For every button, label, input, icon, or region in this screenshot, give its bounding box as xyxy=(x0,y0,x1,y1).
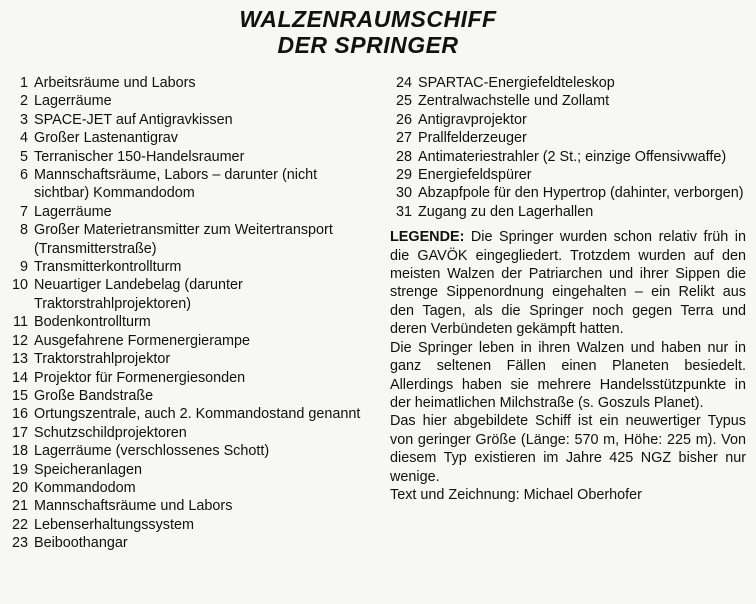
item-text: Speicheranlagen xyxy=(34,461,143,478)
item-number: 14 xyxy=(11,369,28,386)
item-number: 17 xyxy=(11,424,28,441)
legend-list-right xyxy=(390,74,746,221)
item-text: Großer Materietransmitter zum Weitertransport (Transmitterstraße) xyxy=(34,222,333,257)
list-item xyxy=(8,203,368,221)
list-item xyxy=(390,111,746,129)
item-text: Zentralwachstelle und Zollamt xyxy=(418,93,610,110)
item-text: Terranischer 150-Handelsraumer xyxy=(34,148,245,165)
list-item xyxy=(8,332,368,350)
credit-line: Text und Zeichnung: Michael Oberhofer xyxy=(390,486,642,503)
list-item xyxy=(8,424,368,442)
item-number: 3 xyxy=(19,111,28,128)
item-number: 1 xyxy=(19,75,28,91)
item-number: 27 xyxy=(395,130,412,147)
list-item xyxy=(8,461,368,479)
legend-paragraph-1-text: Die Springer wurden schon relativ früh in die GAVÖK eingegliedert. Trotzdem wurden auf den meisten Walzen der Patriarchen und ihrer Sippen die strenge Sippenordnung eingehalten – ein Relikt aus den Tagen, als die Springer noch gegen Terra und deren Verbündeten gekämpft hatten. xyxy=(390,229,746,338)
list-item xyxy=(8,387,368,405)
item-number: 26 xyxy=(395,111,412,128)
list-item xyxy=(8,92,368,110)
list-item xyxy=(390,184,746,202)
item-number: 28 xyxy=(395,148,412,165)
legend-label: LEGENDE: xyxy=(390,229,465,246)
list-item xyxy=(8,516,368,534)
item-number: 13 xyxy=(11,351,28,368)
title-line-1: WALZENRAUMSCHIFF xyxy=(239,6,497,32)
item-text: Großer Lastenantigrav xyxy=(34,130,178,147)
item-number: 15 xyxy=(11,387,28,404)
item-text: Kommandodom xyxy=(34,479,136,496)
item-text: Antimateriestrahler (2 St.; einzige Offensivwaffe) xyxy=(418,148,727,165)
item-text: Transmitterkontrollturm xyxy=(34,259,182,276)
item-number: 24 xyxy=(395,75,412,91)
item-number: 7 xyxy=(19,203,28,220)
item-text: Zugang zu den Lagerhallen xyxy=(418,203,594,220)
list-item xyxy=(8,534,368,552)
legend-paragraph-2: Die Springer leben in ihren Walzen und haben nur in ganz seltenen Fällen einen Planeten besiedelt. Allerdings haben sie mehrere Handelsstützpunkte in der heimatlichen Milchstraße (s. Goszuls Planet). xyxy=(390,339,746,411)
item-number: 25 xyxy=(395,93,412,110)
item-text: Ausgefahrene Formenergierampe xyxy=(34,332,250,349)
item-text: Neuartiger Landebelag (darunter Traktorstrahlprojektoren) xyxy=(34,277,243,312)
item-number: 16 xyxy=(11,406,28,423)
item-text: Antigravprojektor xyxy=(418,111,527,128)
list-item xyxy=(8,369,368,387)
item-text: Arbeitsräume und Labors xyxy=(34,75,196,91)
item-text: Große Bandstraße xyxy=(34,387,154,404)
item-number: 8 xyxy=(19,222,28,239)
list-item xyxy=(390,74,746,92)
list-item xyxy=(390,166,746,184)
list-item xyxy=(8,74,368,92)
item-number: 31 xyxy=(395,203,412,220)
item-number: 11 xyxy=(13,314,28,331)
item-number: 9 xyxy=(19,259,28,276)
list-item xyxy=(8,148,368,166)
list-item xyxy=(8,111,368,129)
legend-list-left xyxy=(8,74,368,553)
item-number: 30 xyxy=(395,185,412,202)
legend-paragraph-3: Das hier abgebildete Schiff ist ein neuwertiger Typus von geringer Größe (Länge: 570 m, Höhe: 225 m). Von diesem Typ existieren im Jahre 425 NGZ bisher nur wenige. xyxy=(390,413,746,485)
item-text: Lagerräume xyxy=(34,203,112,220)
item-text: Mannschaftsräume, Labors – darunter (nicht sichtbar) Kommandodom xyxy=(34,167,318,202)
title-line-2: DER SPRINGER xyxy=(277,32,459,58)
item-text: Lagerräume (verschlossenes Schott) xyxy=(34,443,270,460)
item-text: Lagerräume xyxy=(34,93,112,110)
item-number: 29 xyxy=(395,167,412,184)
item-text: Mannschaftsräume und Labors xyxy=(34,498,233,515)
item-number: 23 xyxy=(11,535,28,552)
item-number: 6 xyxy=(19,167,28,184)
item-text: Abzapfpole für den Hypertrop (dahinter, verborgen) xyxy=(418,185,744,202)
item-number: 19 xyxy=(11,461,28,478)
right-column xyxy=(390,74,746,504)
list-item xyxy=(8,276,368,313)
list-item xyxy=(390,148,746,166)
item-text: Traktorstrahlprojektor xyxy=(34,351,171,368)
list-item xyxy=(390,129,746,147)
item-number: 22 xyxy=(11,516,28,533)
item-text: Bodenkontrollturm xyxy=(34,314,151,331)
item-number: 18 xyxy=(11,443,28,460)
item-text: Prallfelderzeuger xyxy=(418,130,527,147)
item-text: SPARTAC-Energiefeldteleskop xyxy=(418,75,615,91)
item-number: 2 xyxy=(19,93,28,110)
list-item xyxy=(390,92,746,110)
list-item xyxy=(8,479,368,497)
item-number: 4 xyxy=(19,130,28,147)
legend-text xyxy=(390,228,746,504)
item-number: 5 xyxy=(19,148,28,165)
item-text: Beiboothangar xyxy=(34,535,128,552)
item-number: 21 xyxy=(11,498,28,515)
list-item xyxy=(8,497,368,515)
list-item xyxy=(8,166,368,203)
item-text: Energiefeldspürer xyxy=(418,167,532,184)
item-text: Projektor für Formenergiesonden xyxy=(34,369,246,386)
list-item xyxy=(390,203,746,221)
item-text: Lebenserhaltungssystem xyxy=(34,516,194,533)
item-number: 12 xyxy=(11,332,28,349)
legend-paragraph-1 xyxy=(390,228,746,338)
page-title xyxy=(0,6,746,58)
list-item xyxy=(8,258,368,276)
list-item xyxy=(8,313,368,331)
item-text: Ortungszentrale, auch 2. Kommandostand genannt xyxy=(34,406,361,423)
list-item xyxy=(8,129,368,147)
list-item xyxy=(8,405,368,423)
item-number: 20 xyxy=(11,479,28,496)
list-item xyxy=(8,350,368,368)
item-text: Schutzschildprojektoren xyxy=(34,424,187,441)
item-text: SPACE-JET auf Antigravkissen xyxy=(34,111,233,128)
item-number: 10 xyxy=(11,277,28,294)
list-item xyxy=(8,221,368,258)
list-item xyxy=(8,442,368,460)
